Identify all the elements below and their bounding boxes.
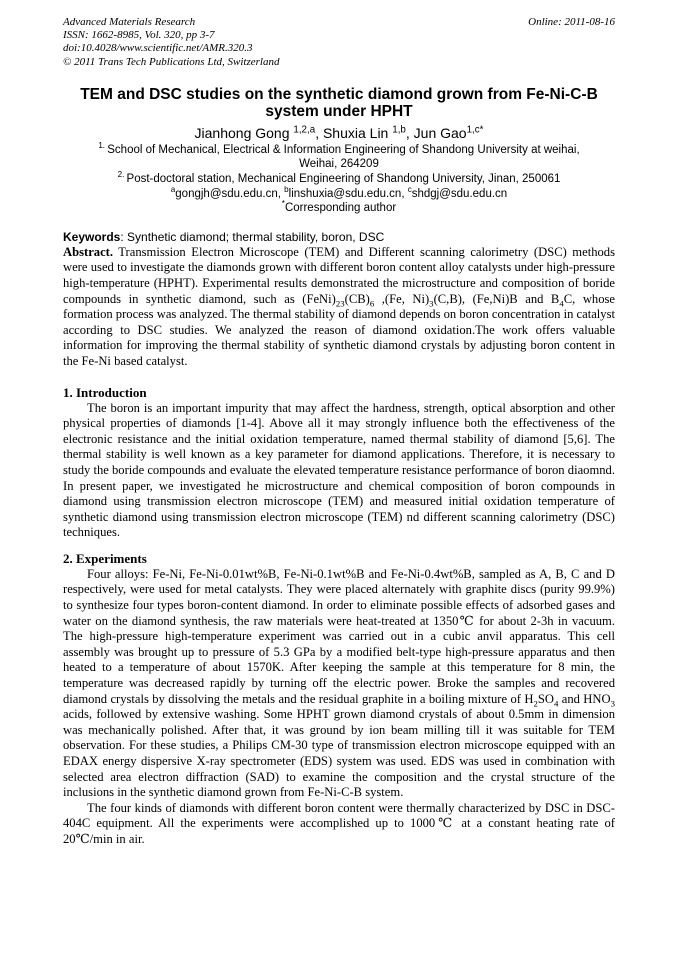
- introduction-paragraph: The boron is an important impurity that may affect the hardness, strength, optical absorption and other physical properties of diamonds [1-4]. Above all it may strongly influence both the effectiveness of the electronic resistance and the initial oxidation temperature, named thermal stability of diamond [5,6]. The thermal stability is well known as a key parameter for diamond applications. Therefore, it is necessary to study the boride compounds and evaluate the elevated temperature resistance performance of boron diaomnd. In present paper, we investigated he microstructure and chemical composition of boron compounds in diamond using transmission electron microscope (TEM) and measured initial oxidation temperature of synthetic diamond using transmission electron microscope (TEM) nd different scanning calorimetry (DSC) techniques.: [63, 400, 615, 540]
- emails-line: $^a$gongjh@sdu.edu.cn, $^b$linshuxia@sdu.edu.cn, $^c$shdgj@sdu.edu.cn: [170, 184, 508, 200]
- experiments-paragraph-1: Four alloys: Fe-Ni, Fe-Ni-0.01wt%B, Fe-Ni-0.1wt%B and Fe-Ni-0.4wt%B, sampled as A, B, C and D respectively, were used for metal catalysts. They were placed alternately with graphite discs (purity 99.9%) to synthesize four types boron-content diamond. In order to eliminate possible effects of adsorbed gases and water on the diamond synthesis, the raw materials were heat-treated at 1350℃ for about 2-3h in vacuum. The high-pressure high-temperature experiment was carried out in a cubic anvil apparatus. This cell assembly was brought up to pressure of 5.3 GPa by a modified belt-type high-pressure apparatus and then heated to a temperature of about 1570K. After keeping the sample at this temperature for 8 min, the temperature was decreased rapidly by turning off the electric power. Broke the samples and recovered diamond crystals by dissolving the metals and the residual graphite in a boiling mixture of $H_2SO_4$ and $HNO_3$ acids, followed by extensive washing. Some HPHT grown diamond crystals of about 0.5mm in dimension was mechanically polished. After that, it was ground by ion beam milling till it was suitable for TEM observation. For these studies, a Philips CM-30 type of transmission electron microscope equipped with an EDAX energy dispersive X-ray spectrometer (EDS) system was used. EDS was used in combination with selected area electron diffraction (SAD) to examine the composition and the crystal structure of the inclusions in the synthetic diamond grown from Fe-Ni-C-B system.: [63, 566, 615, 800]
- journal-name: Advanced Materials Research: [63, 16, 196, 28]
- paper-title: TEM and DSC studies on the synthetic diamond grown from Fe-Ni-C-B system under HPHT: [80, 85, 598, 121]
- section-heading-introduction: 1. Introduction: [63, 384, 147, 400]
- corresponding-author-note: *Corresponding author: [281, 199, 397, 215]
- doi-line: doi:10.4028/www.scientific.net/AMR.320.3: [63, 42, 253, 55]
- copyright-line: © 2011 Trans Tech Publications Ltd, Switzerland: [63, 55, 280, 68]
- keywords-text: : Synthetic diamond; thermal stability, boron, DSC: [120, 229, 385, 244]
- authors-line: Jianhong Gong $^{1,2,a}$, Shuxia Lin $^{1,b}$, Jun Gao$^{1,c*}$: [194, 124, 484, 141]
- journal-info: [63, 16, 279, 69]
- keywords-line: [63, 230, 615, 245]
- issn-line: ISSN: 1662-8985, Vol. 320, pp 3-7: [63, 29, 215, 42]
- affiliation-1: $^{1.}$ School of Mechanical, Electrical & Information Engineering of Shandong University at weihai,: [98, 140, 580, 156]
- abstract-paragraph: Abstract. Transmission Electron Microscope (TEM) and Different scanning calorimetry (DSC) methods were used to investigate the diamonds grown with different boron content alloy catalysts under high-pressure high-temperature (HPHT). Experimental results demonstrated the microstructure and composition of boride compounds in synthetic diamond, such as $(FeNi)_{23}(CB)_6$ ,(Fe, $Ni)_3(C,B)$, (Fe,Ni)B and $B_4C$, whose formation process was analyzed. The thermal stability of diamond depends on boron concentration in catalyst according to DSC studies. We analyzed the reason of diamond oxidation.The work offers valuable information for improving the thermal stability of synthetic diamond crystals by adjusting boron content in the Fe-Ni based catalyst.: [63, 244, 615, 368]
- page-header: [63, 16, 615, 69]
- affiliations-block: [63, 140, 615, 216]
- experiments-paragraph-2: The four kinds of diamonds with different boron content were thermally characterized by DSC in DSC-404C equipment. All the experiments were accomplished up to 1000℃ at a constant heating rate of 20℃/min in air.: [63, 800, 615, 846]
- keywords-label: Keywords: [63, 229, 121, 244]
- online-date: Online: 2011-08-16: [528, 16, 615, 28]
- affiliation-2: $^{2.}$ Post-doctoral station, Mechanical Engineering of Shandong University, Jinan, 250061: [117, 170, 561, 185]
- affiliation-1-city: Weihai, 264209: [299, 158, 379, 171]
- section-heading-experiments: 2. Experiments: [63, 550, 147, 566]
